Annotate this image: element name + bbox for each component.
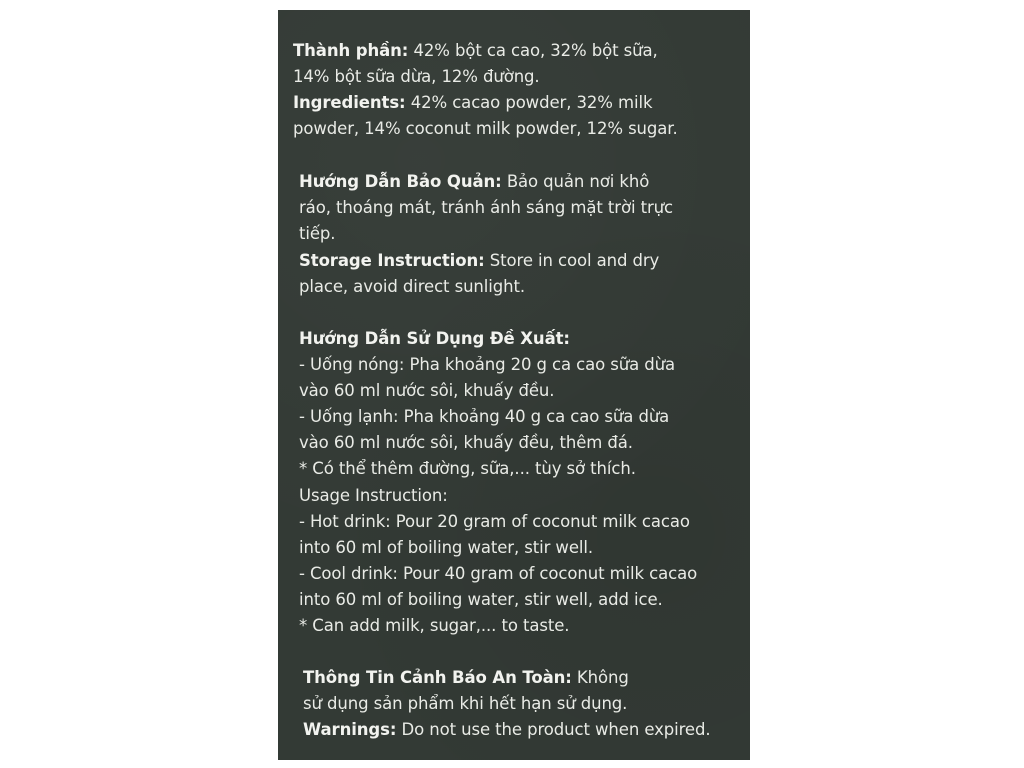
warning-vi-line-1 [303, 667, 629, 689]
storage-vi-line-2: ráo, thoáng mát, tránh ánh sáng mặt trời trực [299, 198, 673, 217]
ingredients-en-line-1 [293, 92, 652, 114]
usage-vi-line: vào 60 ml nước sôi, khuấy đều, thêm đá. [299, 433, 633, 452]
warning-vi-text: Không [571, 668, 629, 687]
ingredients-vi-line-1 [293, 40, 658, 62]
usage-vi-line: vào 60 ml nước sôi, khuấy đều. [299, 381, 555, 400]
usage-en-line: - Hot drink: Pour 20 gram of coconut milk cacao [299, 512, 690, 531]
ingredients-en-text: 42% cacao powder, 32% milk [405, 93, 653, 112]
usage-vi-heading: Hướng Dẫn Sử Dụng Đề Xuất: [299, 329, 570, 348]
usage-en-line: - Cool drink: Pour 40 gram of coconut milk cacao [299, 564, 698, 583]
usage-vi-line: - Uống lạnh: Pha khoảng 40 g ca cao sữa dừa [299, 407, 670, 426]
usage-en-line: into 60 ml of boiling water, stir well, add ice. [299, 590, 663, 609]
storage-vi-text: Bảo quản nơi khô [501, 172, 650, 191]
warning-en-label: Warnings: [303, 720, 397, 739]
storage-vi-line-3: tiếp. [299, 224, 336, 243]
ingredients-vi-text: 42% bột ca cao, 32% bột sữa, [408, 41, 658, 60]
warning-vi-label: Thông Tin Cảnh Báo An Toàn: [303, 668, 572, 687]
usage-en-heading: Usage Instruction: [299, 486, 448, 505]
storage-en-label: Storage Instruction: [299, 251, 485, 270]
usage-vi-line: - Uống nóng: Pha khoảng 20 g ca cao sữa dừa [299, 355, 676, 374]
label-panel [278, 10, 750, 760]
usage-en-line: into 60 ml of boiling water, stir well. [299, 538, 593, 557]
storage-en-text: Store in cool and dry [484, 251, 660, 270]
usage-en-line: * Can add milk, sugar,... to taste. [299, 616, 570, 635]
storage-en-line-1 [299, 250, 659, 272]
ingredients-vi-line-2: 14% bột sữa dừa, 12% đường. [293, 67, 540, 86]
storage-vi-label: Hướng Dẫn Bảo Quản: [299, 172, 502, 191]
storage-en-line-2: place, avoid direct sunlight. [299, 277, 525, 296]
ingredients-en-label: Ingredients: [293, 93, 406, 112]
warning-en-line [303, 719, 711, 741]
ingredients-en-line-2: powder, 14% coconut milk powder, 12% sugar. [293, 119, 678, 138]
ingredients-vi-label: Thành phần: [293, 41, 409, 60]
warning-en-text: Do not use the product when expired. [396, 720, 711, 739]
storage-vi-line-1 [299, 171, 649, 193]
warning-vi-line-2: sử dụng sản phẩm khi hết hạn sử dụng. [303, 694, 628, 713]
usage-vi-line: * Có thể thêm đường, sữa,... tùy sở thích. [299, 459, 636, 478]
